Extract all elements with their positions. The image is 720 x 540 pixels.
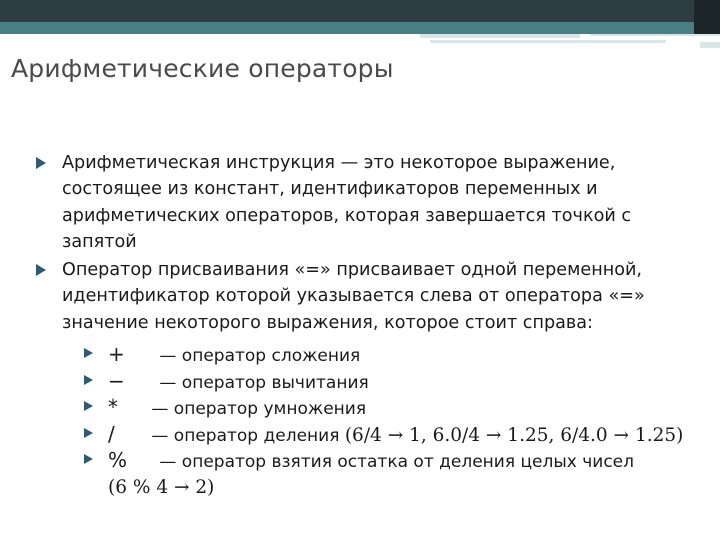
top-banner-stripe xyxy=(0,22,700,34)
division-example: (6/4 → 1, 6.0/4 → 1.25, 6/4.0 → 1.25) xyxy=(344,424,684,446)
operator-description: — оператор деления xyxy=(151,425,340,446)
modulo-example: (6 % 4 → 2) xyxy=(108,477,215,499)
operator-symbol: − xyxy=(108,368,125,393)
bullet-item xyxy=(36,150,706,255)
bullet-arrow-icon xyxy=(84,401,93,411)
decor-line xyxy=(430,40,666,43)
slide-title: Арифметические операторы xyxy=(11,54,394,83)
operator-description: — оператор умножения xyxy=(151,399,367,420)
operator-item xyxy=(84,395,706,422)
operator-item xyxy=(84,422,706,449)
bullet-text: Оператор присваивания «=» присваивает одной переменной, идентификатор которой указывается слева от оператора «=» значение некоторого выражения, которое стоит справа: xyxy=(62,260,645,333)
bullet-arrow-icon xyxy=(84,348,93,358)
decor-line xyxy=(590,34,720,36)
bullet-arrow-icon xyxy=(36,264,46,276)
bullet-text: Арифметическая инструкция — это некоторое выражение, состоящее из констант, идентификаторов переменных и арифметических операторов, которая завершается точкой с запятой xyxy=(62,153,632,252)
operator-item xyxy=(84,342,706,369)
bullet-arrow-icon xyxy=(36,157,46,169)
bullet-arrow-icon xyxy=(84,375,93,385)
bullet-item xyxy=(36,257,706,336)
top-banner-corner xyxy=(694,0,720,34)
operator-symbol: * xyxy=(108,395,118,420)
operator-description: — оператор сложения xyxy=(159,346,361,367)
bullet-arrow-icon xyxy=(84,454,93,464)
operator-symbol: + xyxy=(108,342,125,367)
operator-symbol: % xyxy=(108,448,128,473)
top-banner xyxy=(0,0,720,34)
operator-list xyxy=(36,342,706,501)
operator-description: — оператор вычитания xyxy=(159,372,369,393)
operator-item xyxy=(84,448,706,475)
operator-symbol: / xyxy=(108,421,115,446)
operator-item xyxy=(84,369,706,396)
decor-line xyxy=(420,34,580,38)
operator-description: — оператор взятия остатка от деления целых чисел xyxy=(159,452,635,473)
bullet-arrow-icon xyxy=(84,428,93,438)
decor-line xyxy=(700,42,720,48)
slide-content xyxy=(36,150,706,501)
